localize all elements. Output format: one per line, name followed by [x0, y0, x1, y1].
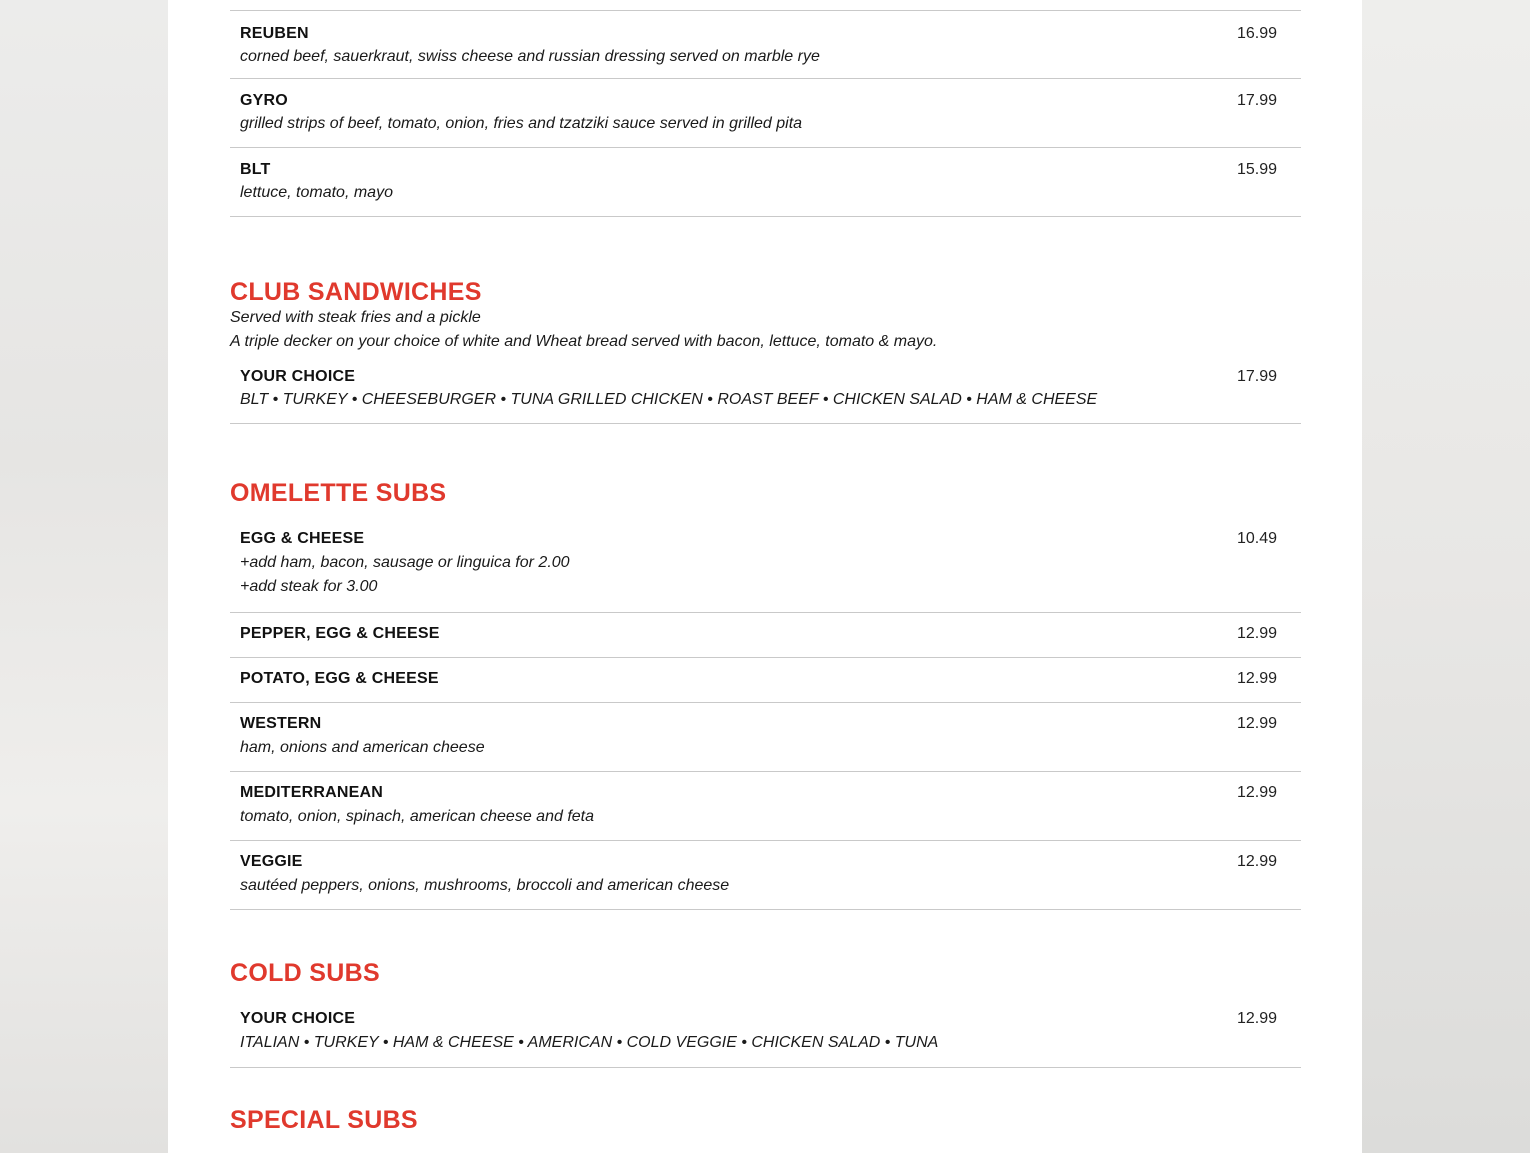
menu-item — [230, 354, 1301, 424]
item-name: WESTERN — [240, 715, 322, 732]
item-price: 10.49 — [1236, 530, 1277, 547]
menu-item — [230, 658, 1301, 703]
item-name: YOUR CHOICE — [240, 368, 356, 385]
section-title: OMELETTE SUBS — [230, 479, 447, 507]
menu-sheet — [168, 0, 1362, 1153]
menu-item — [230, 519, 1301, 613]
club-sandwiches-section — [230, 278, 1301, 424]
special-subs-section — [230, 1106, 1301, 1134]
item-price: 12.99 — [1236, 853, 1277, 870]
item-name: REUBEN — [240, 25, 309, 42]
background-right — [1362, 0, 1530, 1153]
omelette-subs-section — [230, 479, 1301, 910]
item-price: 12.99 — [1236, 625, 1277, 642]
item-description: +add steak for 3.00 — [240, 578, 378, 595]
item-name: POTATO, EGG & CHEESE — [240, 670, 439, 687]
item-price: 16.99 — [1236, 25, 1277, 42]
menu-item — [230, 613, 1301, 658]
section-title: SPECIAL SUBS — [230, 1106, 418, 1134]
item-description: BLT • TURKEY • CHEESEBURGER • TUNA GRILLED CHICKEN • ROAST BEEF • CHICKEN SALAD • HAM & CHEESE — [240, 391, 1098, 408]
item-description: ham, onions and american cheese — [240, 739, 485, 756]
cold-subs-section — [230, 959, 1301, 1068]
section-title: CLUB SANDWICHES — [230, 278, 482, 306]
item-name: YOUR CHOICE — [240, 1010, 356, 1027]
section-title: COLD SUBS — [230, 959, 380, 987]
section-note: Served with steak fries and a pickle — [230, 309, 481, 326]
menu-item — [230, 997, 1301, 1068]
item-name: GYRO — [240, 92, 288, 109]
item-description: lettuce, tomato, mayo — [240, 184, 393, 201]
item-description: tomato, onion, spinach, american cheese and feta — [240, 808, 594, 825]
item-price: 12.99 — [1236, 715, 1277, 732]
menu-item — [230, 79, 1301, 148]
menu-item — [230, 10, 1301, 79]
item-description: corned beef, sauerkraut, swiss cheese and russian dressing served on marble rye — [240, 48, 820, 65]
menu-item — [230, 772, 1301, 841]
menu-item — [230, 148, 1301, 217]
item-name: VEGGIE — [240, 853, 303, 870]
item-description: grilled strips of beef, tomato, onion, fries and tzatziki sauce served in grilled pita — [240, 115, 803, 132]
item-description: ITALIAN • TURKEY • HAM & CHEESE • AMERICAN • COLD VEGGIE • CHICKEN SALAD • TUNA — [240, 1034, 939, 1051]
item-name: PEPPER, EGG & CHEESE — [240, 625, 440, 642]
section-note: A triple decker on your choice of white and Wheat bread served with bacon, lettuce, tomato & mayo. — [230, 333, 938, 350]
top-section — [230, 10, 1301, 217]
item-price: 17.99 — [1236, 368, 1277, 385]
item-price: 17.99 — [1236, 92, 1277, 109]
item-description: +add ham, bacon, sausage or linguica for 2.00 — [240, 554, 570, 571]
menu-item — [230, 841, 1301, 910]
item-description: sautéed peppers, onions, mushrooms, broccoli and american cheese — [240, 877, 730, 894]
item-name: MEDITERRANEAN — [240, 784, 384, 801]
item-price: 12.99 — [1236, 670, 1277, 687]
background-left — [0, 0, 168, 1153]
item-price: 12.99 — [1236, 1010, 1277, 1027]
item-name: EGG & CHEESE — [240, 530, 365, 547]
item-price: 15.99 — [1236, 161, 1277, 178]
menu-item — [230, 703, 1301, 772]
item-price: 12.99 — [1236, 784, 1277, 801]
item-name: BLT — [240, 161, 271, 178]
